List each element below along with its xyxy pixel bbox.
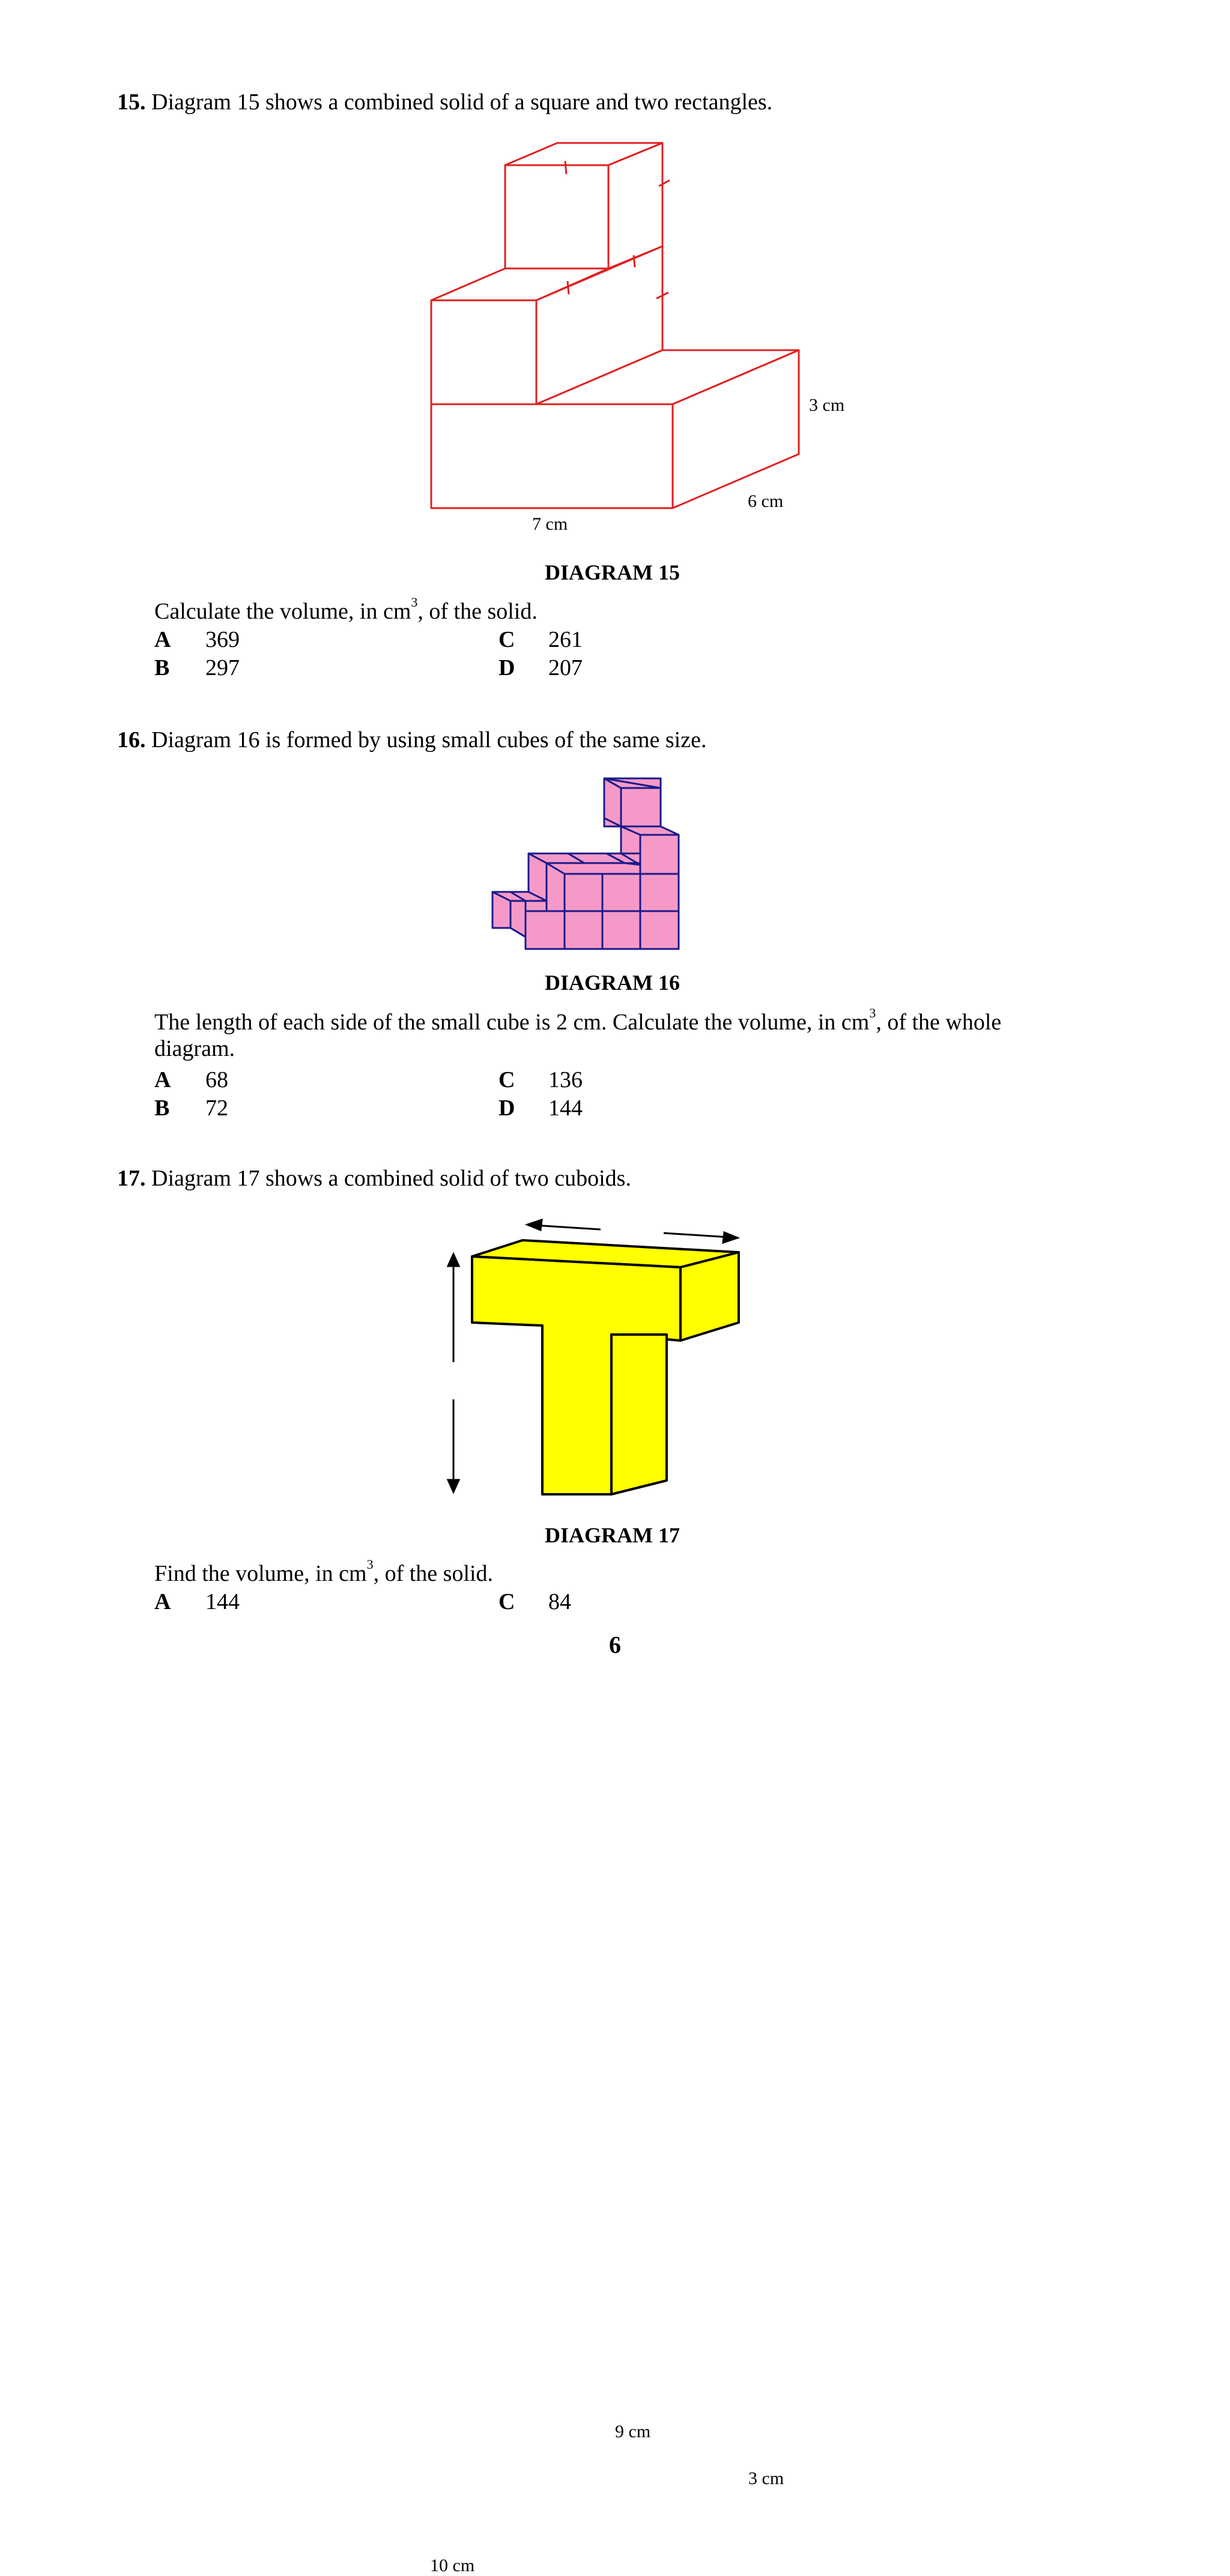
option-letter-b[interactable]: B xyxy=(154,655,170,680)
option-value-b[interactable]: 297 xyxy=(205,655,240,680)
diagram-16-caption: DIAGRAM 16 xyxy=(545,971,680,995)
diagram-16-figure xyxy=(0,751,1230,991)
question-text: Diagram 15 shows a combined solid of a square and two rectangles. xyxy=(151,89,773,115)
option-letter-a[interactable]: A xyxy=(154,1589,171,1614)
stem-text-end: , of the whole xyxy=(876,1010,1002,1035)
option-value-a[interactable]: 144 xyxy=(205,1589,240,1614)
dimension-label-top: 9 cm xyxy=(613,2422,653,2442)
question-15-stem xyxy=(154,595,538,625)
dimension-label-right: 3 cm xyxy=(748,2468,784,2488)
stem-text: Calculate the volume, in cm xyxy=(154,599,411,624)
dimension-label-height: 3 cm xyxy=(809,395,845,415)
option-letter-d[interactable]: D xyxy=(498,1096,515,1121)
option-value-a[interactable]: 369 xyxy=(205,627,240,652)
diagram-15 xyxy=(0,0,1230,601)
stem-text: Find the volume, in cm xyxy=(154,1561,367,1586)
page-number: 6 xyxy=(609,1631,621,1658)
option-letter-a[interactable]: A xyxy=(154,1067,171,1093)
option-letter-c[interactable]: C xyxy=(498,1589,515,1614)
option-value-c[interactable]: 84 xyxy=(548,1589,571,1614)
diagram-15-figure xyxy=(0,0,1230,601)
stem-text-end: , of the solid. xyxy=(417,599,538,624)
question-number: 16. xyxy=(117,727,146,753)
option-letter-c[interactable]: C xyxy=(498,1067,515,1093)
question-number: 15. xyxy=(117,89,146,115)
question-16-stem xyxy=(154,1005,1115,1062)
option-letter-c[interactable]: C xyxy=(498,627,515,652)
dimension-label-depth: 6 cm xyxy=(748,491,784,511)
question-text: Diagram 17 shows a combined solid of two cuboids. xyxy=(151,1166,631,1191)
diagram-17-caption: DIAGRAM 17 xyxy=(545,1523,680,1547)
stem-line-2: diagram. xyxy=(154,1036,235,1061)
superscript: 3 xyxy=(869,1005,876,1021)
stem-line-1 xyxy=(154,1005,1115,1035)
option-letter-b[interactable]: B xyxy=(154,1096,170,1121)
stem-text-end: , of the solid. xyxy=(373,1561,494,1586)
option-value-a[interactable]: 68 xyxy=(205,1067,228,1093)
diagram-15-caption: DIAGRAM 15 xyxy=(545,560,680,584)
option-value-d[interactable]: 207 xyxy=(548,655,583,680)
dimension-label-width: 7 cm xyxy=(532,514,568,534)
question-number: 17. xyxy=(117,1166,146,1191)
option-value-c[interactable]: 261 xyxy=(548,627,583,652)
option-value-b[interactable]: 72 xyxy=(205,1096,228,1121)
diagram-16 xyxy=(0,751,1230,991)
option-value-d[interactable]: 144 xyxy=(548,1096,583,1121)
question-text: Diagram 16 is formed by using small cubes of the same size. xyxy=(151,727,707,753)
question-17-heading xyxy=(117,1165,631,1192)
stem-text: The length of each side of the small cube is 2 cm. Calculate the volume, in cm xyxy=(154,1010,870,1035)
superscript: 3 xyxy=(411,595,418,610)
question-17-stem xyxy=(154,1557,494,1587)
option-letter-d[interactable]: D xyxy=(498,655,515,680)
superscript: 3 xyxy=(366,1557,374,1572)
diagram-17-figure xyxy=(0,1201,1230,1514)
dimension-label-left: 10 cm xyxy=(430,2556,475,2575)
question-16-heading xyxy=(117,727,706,753)
option-value-c[interactable]: 136 xyxy=(548,1067,583,1093)
option-letter-a[interactable]: A xyxy=(154,627,171,652)
